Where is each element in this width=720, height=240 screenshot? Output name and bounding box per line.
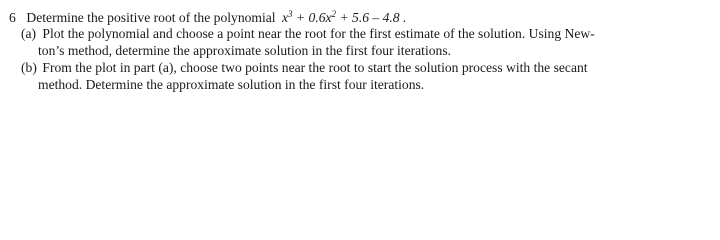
polynomial-expression: $x^3 + 0.6x^2 + 5.6 - 4.8$ . bbox=[281, 9, 407, 25]
part-b-line-1 bbox=[21, 60, 588, 76]
part-b-line-2 bbox=[38, 77, 424, 93]
part-b-text-2: method. Determine the approximate solution in the first four iterations. bbox=[38, 77, 425, 92]
part-a-label: (a) bbox=[21, 26, 37, 41]
problem-statement bbox=[9, 10, 406, 26]
problem-number: 6 bbox=[9, 10, 16, 25]
part-b-text-1: From the plot in part (a), choose two points near the root to start the solution process with the secant bbox=[42, 60, 588, 75]
part-b-label: (b) bbox=[21, 60, 37, 75]
part-a-line-1 bbox=[21, 26, 595, 42]
statement-text: Determine the positive root of the polynomial bbox=[26, 10, 276, 25]
part-a-text-1: Plot the polynomial and choose a point near the root for the first estimate of the solution. Using New- bbox=[42, 26, 595, 41]
problem-6 bbox=[0, 0, 720, 103]
part-a-text-2: ton’s method, determine the approximate solution in the first four iterations. bbox=[38, 43, 452, 58]
part-a-line-2 bbox=[38, 43, 451, 59]
